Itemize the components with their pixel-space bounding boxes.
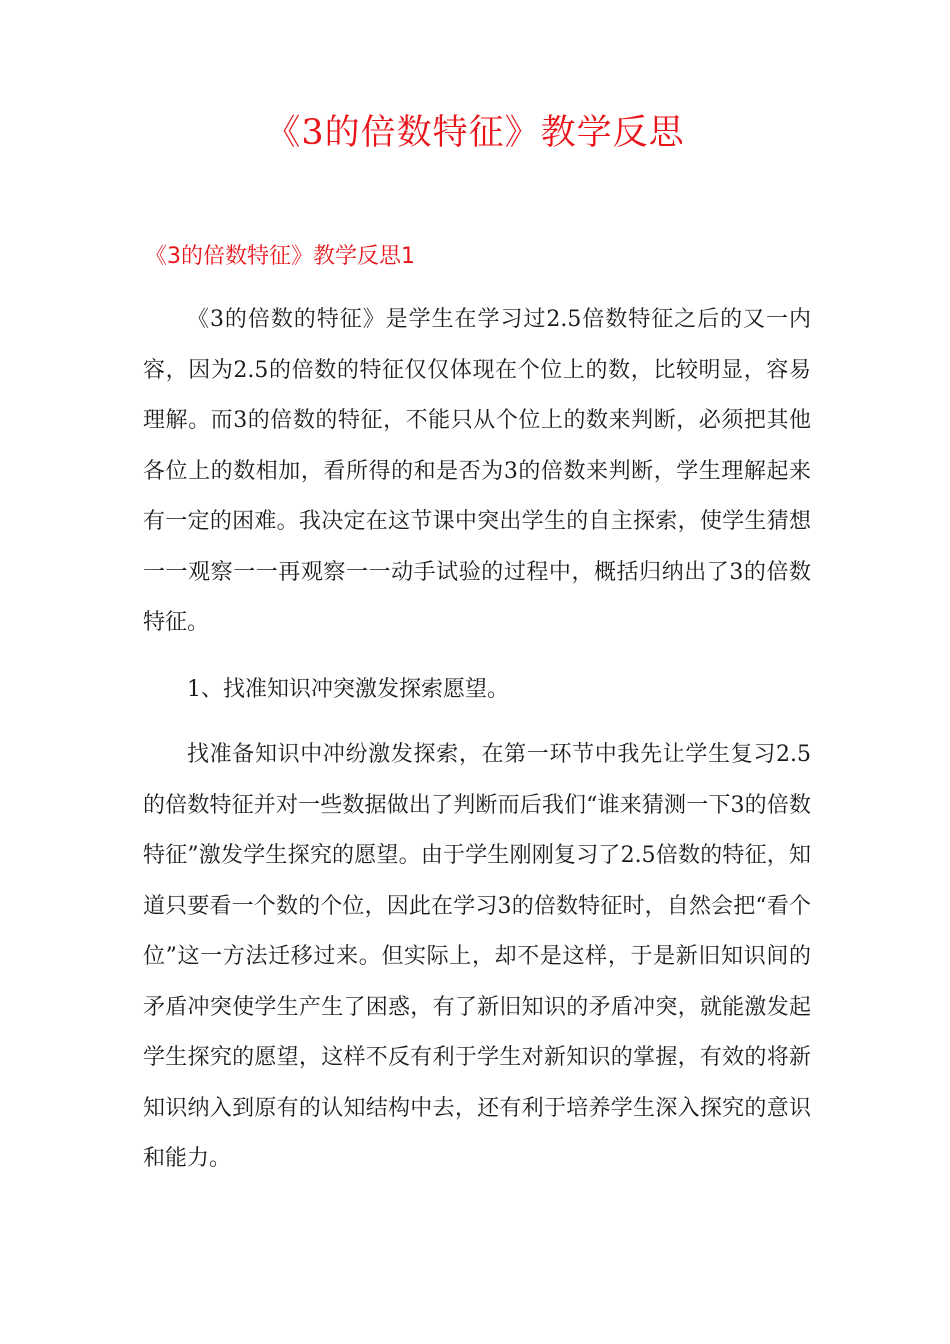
paragraph-point-1-heading: 1、找准知识冲突激发探索愿望。: [187, 677, 509, 702]
document-title: 《3的倍数特征》教学反思: [265, 113, 685, 153]
section-heading: 《3的倍数特征》教学反思1: [145, 244, 415, 269]
paragraph-point-1-body: 找准备知识中冲纷激发探索，在第一环节中我先让学生复习2.5的倍数特征并对一些数据做出了判断而后我们“谁来猜测一下3的倍数特征”激发学生探究的愿望。由于学生刚刚复习了2.5倍数的特征，知道只要看一个数的个位，因此在学习3的倍数特征时，自然会把“看个位”这一方法迁移过来。但实际上，却不是这样，于是新旧知识间的矛盾冲突使学生产生了困惑，有了新旧知识的矛盾冲突，就能激发起学生探究的愿望，这样不反有利于学生对新知识的掌握，有效的将新知识纳入到原有的认知结构中去，还有利于培养学生深入探究的意识和能力。: [143, 742, 811, 1171]
paragraph-intro: 《3的倍数的特征》是学生在学习过2.5倍数特征之后的又一内容，因为2.5的倍数的特征仅仅体现在个位上的数，比较明显，容易理解。而3的倍数的特征，不能只从个位上的数来判断，必须把其他各位上的数相加，看所得的和是否为3的倍数来判断，学生理解起来有一定的困难。我决定在这节课中突出学生的自主探索，使学生猜想一一观察一一再观察一一动手试验的过程中，概括归纳出了3的倍数特征。: [143, 307, 811, 635]
